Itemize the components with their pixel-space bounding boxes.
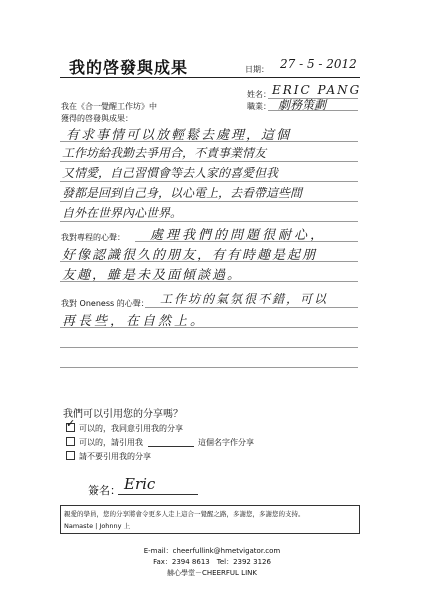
oneness-label: 我對 Oneness 的心聲： (61, 299, 149, 308)
signature-label: 簽名： (88, 484, 121, 497)
oneness-rule-4 (60, 367, 358, 368)
oneness-rule-1 (145, 307, 358, 308)
date-value: 27 - 5 - 2012 (280, 57, 357, 71)
oneness-text-2: 再長些，在自然上。 (62, 314, 207, 329)
consent-option-agree: 可以的，我同意引用我的分享 (79, 424, 183, 433)
contact-org: 赫心學堂－CHEERFUL LINK (167, 569, 257, 577)
thanks-note-line2: Namaste | Johnny 上 (64, 522, 131, 530)
gains-text-5: 自外在世界內心世界。 (62, 206, 183, 220)
family-text-2: 好像認識很久的朋友，有有時趣是起朋 (62, 248, 318, 263)
job-underline (268, 110, 358, 111)
consent-option-name-suffix: 這個名字作分享 (198, 438, 254, 447)
date-label: 日期： (245, 65, 269, 74)
consent-name-blank[interactable] (148, 446, 194, 447)
job-value: 劇務策劃 (278, 98, 327, 112)
gains-text-1: 有求事情可以放輕鬆去處理，這個 (66, 128, 292, 143)
workshop-line: 我在《合一覺醒工作坊》中 (61, 102, 157, 111)
thanks-note-box (60, 505, 360, 534)
consent-checkbox-decline[interactable] (66, 451, 75, 460)
signature: Eric (124, 475, 156, 493)
name-label: 姓名： (247, 90, 271, 99)
gained-line: 獲得的啓發與成果： (61, 114, 133, 123)
family-text-3: 友趣，雖是未及面傾談過。 (62, 268, 243, 283)
gains-text-3: 又情愛，自己習慣會等去人家的喜愛但我 (62, 166, 279, 180)
family-rule-2 (60, 261, 358, 262)
consent-question: 我們可以引用您的分享嗎？ (63, 409, 183, 420)
gains-rule-4 (60, 201, 358, 202)
gains-text-4: 發都是回到自己身，以心電上，去看帶這些間 (62, 186, 303, 200)
contact-phone: Fax：2394 8613 Tel：2392 3126 (153, 558, 271, 566)
thanks-note-line1: 親愛的學員，您的分享將會令更多人走上這合一覺醒之路，多謝您，多謝您的支持。 (64, 510, 305, 518)
consent-option-decline: 請不要引用我的分享 (79, 452, 151, 461)
contact-email: E-mail：cheerfullink@hmetvigator.com (143, 547, 281, 555)
family-rule-3 (60, 281, 358, 282)
gains-rule-2 (60, 161, 358, 162)
family-text-1: 處理我們的問題很耐心， (150, 228, 327, 243)
gains-text-2: 工作坊給我勤去爭用合，不責事業情友 (62, 146, 267, 160)
signature-line[interactable] (118, 494, 198, 495)
page-title: 我的啓發與成果 (69, 58, 189, 77)
name-value: ERIC PANG (272, 83, 362, 97)
family-rule-1 (135, 241, 358, 242)
oneness-rule-2 (60, 327, 358, 328)
title-rule (60, 77, 360, 78)
check-mark-icon: ✓ (66, 417, 76, 430)
oneness-text-1: 工作坊的氣氛很不錯，可以 (160, 292, 329, 306)
job-label: 職業： (247, 102, 271, 111)
family-label: 我對專程的心聲： (61, 233, 125, 242)
gains-rule-3 (60, 181, 358, 182)
oneness-rule-3 (60, 347, 358, 348)
consent-checkbox-name[interactable] (66, 437, 75, 446)
consent-option-name: 可以的，請引用我 (79, 438, 143, 447)
gains-rule-5 (60, 221, 358, 222)
